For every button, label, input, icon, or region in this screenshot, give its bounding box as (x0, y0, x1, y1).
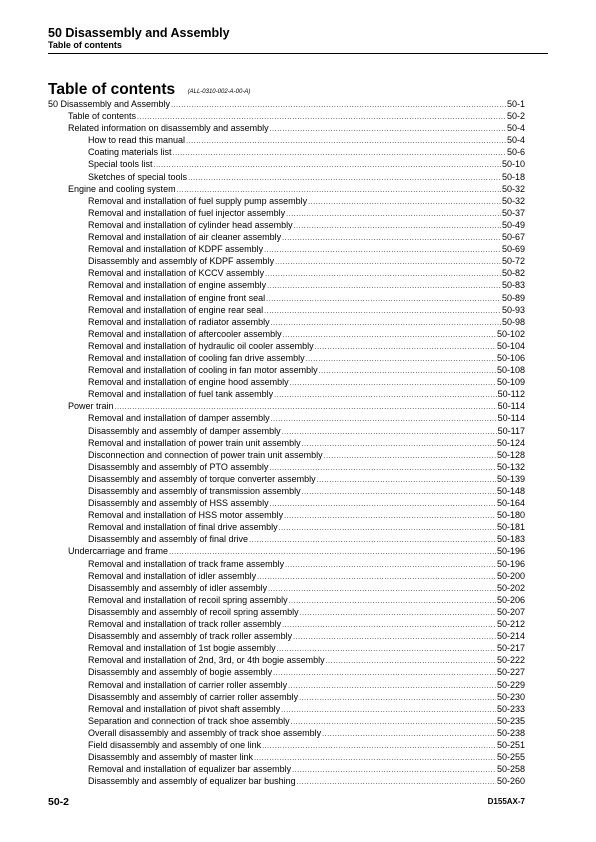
toc-entry-label: Removal and installation of engine rear seal (88, 304, 264, 315)
toc-entry[interactable] (48, 449, 525, 461)
toc-list (48, 98, 525, 787)
toc-entry-label: Removal and installation of engine front seal (88, 292, 266, 303)
toc-entry-page: 50-230 (496, 691, 525, 702)
toc-entry-label: Disassembly and assembly of PTO assembly (88, 461, 269, 472)
dot-leader (171, 100, 506, 110)
dot-leader (268, 584, 496, 594)
dot-leader (306, 354, 496, 364)
dot-leader (286, 209, 501, 219)
toc-entry-page: 50-128 (496, 449, 525, 460)
dot-leader (271, 414, 497, 424)
toc-entry[interactable] (48, 316, 525, 328)
toc-entry-label: Removal and installation of radiator assembly (88, 316, 270, 327)
toc-entry-page: 50-207 (496, 606, 525, 617)
toc-entry-page: 50-251 (496, 739, 525, 750)
toc-entry-page: 50-202 (496, 582, 525, 593)
toc-entry[interactable] (48, 183, 525, 195)
toc-entry-page: 50-18 (501, 171, 525, 182)
toc-entry-page: 50-214 (496, 631, 525, 642)
toc-entry-label: Removal and installation of power train unit assembly (88, 437, 301, 448)
toc-entry-page: 50-180 (496, 510, 525, 521)
toc-entry[interactable] (48, 134, 525, 146)
toc-entry-label: Removal and installation of HSS motor assembly (88, 510, 284, 521)
toc-entry[interactable] (48, 340, 525, 352)
dot-leader (315, 342, 496, 352)
toc-entry-page: 50-233 (496, 703, 525, 714)
toc-entry-page: 50-227 (496, 667, 525, 678)
header-divider (48, 53, 548, 54)
dot-leader (137, 112, 506, 122)
toc-entry[interactable] (48, 751, 525, 763)
toc-entry[interactable] (48, 497, 525, 509)
toc-entry-page: 50-117 (497, 425, 525, 436)
toc-entry-page: 50-148 (496, 486, 525, 496)
toc-entry[interactable] (48, 219, 525, 231)
toc-entry-page: 50-139 (496, 473, 525, 484)
toc-entry-page: 50-4 (506, 123, 525, 134)
toc-entry[interactable] (48, 727, 525, 739)
toc-entry-label: Removal and installation of fuel tank assembly (88, 389, 274, 400)
dot-leader (294, 221, 501, 231)
toc-entry-page: 50-82 (501, 268, 525, 279)
dot-leader (319, 366, 496, 376)
dot-leader (291, 717, 496, 727)
dot-leader (274, 390, 497, 400)
toc-entry[interactable] (48, 352, 525, 364)
toc-entry-label: Disassembly and assembly of damper assembly (88, 425, 281, 436)
toc-entry-page: 50-32 (501, 183, 525, 194)
toc-entry-page: 50-260 (496, 776, 525, 787)
toc-entry-page: 50-37 (501, 207, 525, 218)
toc-entry[interactable] (48, 739, 525, 751)
toc-entry-label: Removal and installation of aftercooler assembly (88, 328, 282, 339)
toc-entry-page: 50-255 (496, 752, 525, 763)
dot-leader (115, 402, 497, 412)
toc-entry-page: 50-183 (496, 534, 525, 545)
toc-entry[interactable] (48, 171, 525, 183)
toc-entry-page: 50-200 (496, 570, 525, 581)
toc-entry-page: 50-238 (496, 727, 525, 738)
dot-leader (270, 499, 496, 509)
toc-entry-label: Removal and installation of track roller assembly (88, 619, 282, 630)
dot-leader (293, 632, 496, 642)
toc-entry-label: Special tools list (88, 159, 153, 170)
dot-leader (267, 281, 501, 291)
toc-entry[interactable] (48, 715, 525, 727)
toc-entry[interactable] (48, 703, 525, 715)
toc-entry[interactable] (48, 775, 525, 787)
toc-entry-label: Disassembly and assembly of HSS assembly (88, 498, 269, 509)
dot-leader (264, 245, 501, 255)
toc-entry[interactable] (48, 509, 525, 521)
toc-entry[interactable] (48, 461, 525, 473)
toc-entry-page: 50-6 (506, 147, 525, 158)
toc-entry-page: 50-109 (496, 377, 525, 388)
dot-leader (264, 306, 501, 316)
toc-entry[interactable] (48, 558, 525, 570)
toc-entry[interactable] (48, 691, 525, 703)
toc-entry[interactable] (48, 388, 525, 400)
toc-entry-page: 50-181 (496, 522, 525, 533)
toc-entry[interactable] (48, 437, 525, 449)
dot-leader (186, 136, 506, 146)
dot-leader (273, 668, 496, 678)
toc-entry-page: 50-4 (506, 135, 525, 146)
toc-title: Table of contents (48, 81, 176, 98)
toc-entry[interactable] (48, 231, 525, 243)
toc-entry-label: Removal and installation of cylinder head assembly (88, 219, 293, 230)
toc-entry[interactable] (48, 594, 525, 606)
toc-entry-label: Disassembly and assembly of KDPF assembly (88, 256, 275, 267)
toc-entry-label: Disconnection and connection of power train unit assembly (88, 449, 323, 460)
toc-entry-label: Removal and installation of track frame assembly (88, 558, 285, 569)
toc-entry-page: 50-258 (496, 764, 525, 775)
toc-entry[interactable] (48, 485, 525, 497)
page-header (48, 26, 548, 51)
toc-entry-label: Removal and installation of 1st bogie assembly (88, 643, 276, 654)
toc-entry-page: 50-229 (496, 679, 525, 690)
toc-entry[interactable] (48, 158, 525, 170)
dot-leader (299, 693, 496, 703)
toc-entry[interactable] (48, 618, 525, 630)
dot-leader (266, 294, 501, 304)
dot-leader (277, 644, 496, 654)
toc-entry-page: 50-132 (496, 461, 525, 472)
dot-leader (265, 269, 501, 279)
toc-entry[interactable] (48, 582, 525, 594)
dot-leader (289, 596, 496, 606)
toc-entry-label: Separation and connection of track shoe assembly (88, 715, 290, 726)
toc-entry-label: Removal and installation of idler assembly (88, 570, 257, 581)
toc-entry-page: 50-222 (496, 655, 525, 666)
dot-leader (254, 753, 496, 763)
page-footer (48, 796, 525, 810)
toc-heading (48, 81, 548, 99)
toc-entry-label: Disassembly and assembly of carrier roller assembly (88, 691, 299, 702)
footer-model-code: D155AX-7 (487, 797, 525, 806)
toc-entry[interactable] (48, 292, 525, 304)
toc-entry-label: Disassembly and assembly of master link (88, 752, 254, 763)
toc-entry-page: 50-104 (496, 340, 525, 351)
toc-entry-label: Removal and installation of damper assembly (88, 413, 270, 424)
toc-entry-label: How to read this manual (88, 135, 186, 146)
dot-leader (288, 681, 496, 691)
toc-entry-label: Removal and installation of fuel supply pump assembly (88, 195, 308, 206)
dot-leader (324, 451, 496, 461)
chapter-title: 50 Disassembly and Assembly (48, 26, 230, 40)
toc-entry[interactable] (48, 679, 525, 691)
dot-leader (300, 608, 496, 618)
toc-entry-page: 50-108 (496, 365, 525, 376)
toc-entry-label: Removal and installation of cooling fan drive assembly (88, 352, 305, 363)
toc-entry-label: Removal and installation of 2nd, 3rd, or 4th bogie assembly (88, 655, 325, 666)
dot-leader (281, 705, 496, 715)
dot-leader (282, 620, 496, 630)
dot-leader (302, 439, 496, 449)
toc-entry-label: Removal and installation of final drive assembly (88, 522, 278, 533)
toc-entry-label: Removal and installation of pivot shaft assembly (88, 703, 281, 714)
toc-entry[interactable] (48, 521, 525, 533)
dot-leader (308, 197, 501, 207)
toc-entry-label: Sketches of special tools (88, 171, 188, 182)
dot-leader (154, 160, 501, 170)
dot-leader (290, 378, 496, 388)
toc-entry[interactable] (48, 122, 525, 134)
dot-leader (271, 318, 501, 328)
toc-entry-page: 50-114 (497, 401, 525, 412)
dot-leader (275, 257, 501, 267)
toc-entry-label: Engine and cooling system (68, 183, 176, 194)
toc-entry-label: Removal and installation of cooling in fan motor assembly (88, 365, 318, 376)
toc-entry[interactable] (48, 666, 525, 678)
toc-document-code: (ALL-0310-002-A-00-A) (187, 89, 251, 95)
toc-entry[interactable] (48, 255, 525, 267)
toc-entry-label: Removal and installation of engine assembly (88, 280, 267, 291)
toc-entry[interactable] (48, 473, 525, 485)
toc-entry-page: 50-102 (496, 328, 525, 339)
toc-entry[interactable] (48, 570, 525, 582)
dot-leader (177, 185, 501, 195)
dot-leader (285, 560, 496, 570)
dot-leader (282, 233, 501, 243)
toc-entry[interactable] (48, 98, 525, 110)
dot-leader (270, 124, 506, 134)
toc-entry-label: Disassembly and assembly of track roller assembly (88, 631, 293, 642)
toc-entry-page: 50-164 (496, 498, 525, 509)
dot-leader (169, 547, 496, 557)
dot-leader (269, 463, 496, 473)
toc-entry-page: 50-89 (501, 292, 525, 303)
toc-entry-page: 50-114 (497, 413, 525, 424)
toc-entry[interactable] (48, 425, 525, 437)
toc-entry-page: 50-10 (501, 159, 525, 170)
dot-leader (326, 656, 496, 666)
toc-entry-page: 50-72 (501, 256, 525, 267)
dot-leader (279, 523, 496, 533)
toc-entry-page: 50-49 (501, 219, 525, 230)
toc-entry-label: Removal and installation of KDPF assembly (88, 244, 264, 255)
toc-entry-label: Disassembly and assembly of final drive (88, 534, 249, 545)
toc-entry-page: 50-93 (501, 304, 525, 315)
toc-entry-label: Removal and installation of hydraulic oil cooler assembly (88, 340, 314, 351)
dot-leader (262, 741, 496, 751)
toc-entry[interactable] (48, 642, 525, 654)
toc-entry[interactable] (48, 364, 525, 376)
toc-entry[interactable] (48, 195, 525, 207)
toc-entry-label: Removal and installation of equalizer bar assembly (88, 764, 292, 775)
dot-leader (188, 173, 501, 183)
toc-entry[interactable] (48, 606, 525, 618)
toc-entry-label: Disassembly and assembly of recoil spring assembly (88, 606, 299, 617)
toc-entry-page: 50-112 (497, 389, 525, 400)
toc-entry-label: Field disassembly and assembly of one link (88, 739, 262, 750)
toc-entry-page: 50-206 (496, 594, 525, 605)
footer-page-number: 50-2 (48, 796, 70, 808)
toc-entry-label: Table of contents (68, 111, 137, 122)
toc-entry-label: Undercarriage and frame (68, 546, 169, 557)
toc-entry[interactable] (48, 279, 525, 291)
toc-entry-label: Disassembly and assembly of transmission assembly (88, 486, 301, 496)
toc-entry[interactable] (48, 630, 525, 642)
toc-entry[interactable] (48, 545, 525, 557)
toc-entry-page: 50-98 (501, 316, 525, 327)
toc-entry[interactable] (48, 376, 525, 388)
dot-leader (249, 535, 496, 545)
toc-entry-page: 50-196 (496, 546, 525, 557)
toc-entry-page: 50-212 (496, 619, 525, 630)
toc-entry[interactable] (48, 400, 525, 412)
toc-entry[interactable] (48, 763, 525, 775)
toc-entry[interactable] (48, 110, 525, 122)
toc-entry-label: Disassembly and assembly of idler assembly (88, 582, 268, 593)
dot-leader (283, 330, 496, 340)
toc-entry-label: Overall disassembly and assembly of track shoe assembly (88, 727, 322, 738)
toc-entry-page: 50-1 (506, 99, 525, 109)
toc-entry-label: Removal and installation of engine hood assembly (88, 377, 289, 388)
toc-entry-label: Removal and installation of carrier roller assembly (88, 679, 288, 690)
dot-leader (292, 765, 496, 775)
toc-entry[interactable] (48, 207, 525, 219)
dot-leader (282, 427, 497, 437)
toc-entry-label: Removal and installation of recoil spring assembly (88, 594, 288, 605)
dot-leader (322, 729, 496, 739)
toc-entry-page: 50-32 (501, 195, 525, 206)
dot-leader (257, 572, 496, 582)
toc-entry-page: 50-2 (506, 111, 525, 122)
toc-entry-page: 50-106 (496, 352, 525, 363)
toc-entry-page: 50-67 (501, 232, 525, 243)
toc-entry-label: Power train (68, 401, 114, 412)
toc-entry-label: Disassembly and assembly of bogie assembly (88, 667, 273, 678)
toc-entry-page: 50-69 (501, 244, 525, 255)
toc-entry-label: 50 Disassembly and Assembly (48, 99, 171, 109)
toc-entry-label: Coating materials list (88, 147, 172, 158)
dot-leader (302, 487, 496, 497)
dot-leader (284, 511, 496, 521)
toc-entry[interactable] (48, 243, 525, 255)
toc-entry[interactable] (48, 412, 525, 424)
toc-entry-page: 50-124 (496, 437, 525, 448)
toc-entry-page: 50-196 (496, 558, 525, 569)
toc-entry[interactable] (48, 654, 525, 666)
toc-entry-page: 50-217 (496, 643, 525, 654)
toc-entry[interactable] (48, 304, 525, 316)
toc-entry-label: Related information on disassembly and assembly (68, 123, 269, 134)
toc-entry[interactable] (48, 328, 525, 340)
section-subtitle: Table of contents (48, 40, 122, 50)
toc-entry-label: Removal and installation of KCCV assembly (88, 268, 265, 279)
toc-entry[interactable] (48, 146, 525, 158)
toc-entry[interactable] (48, 533, 525, 545)
toc-entry-label: Removal and installation of air cleaner assembly (88, 232, 282, 243)
toc-entry-label: Disassembly and assembly of equalizer bar bushing (88, 776, 296, 787)
dot-leader (173, 148, 506, 158)
dot-leader (297, 777, 496, 787)
toc-entry-label: Removal and installation of fuel injector assembly (88, 207, 286, 218)
toc-entry[interactable] (48, 267, 525, 279)
toc-entry-page: 50-83 (501, 280, 525, 291)
toc-entry-page: 50-235 (496, 715, 525, 726)
dot-leader (317, 475, 496, 485)
toc-entry-label: Disassembly and assembly of torque converter assembly (88, 473, 316, 484)
